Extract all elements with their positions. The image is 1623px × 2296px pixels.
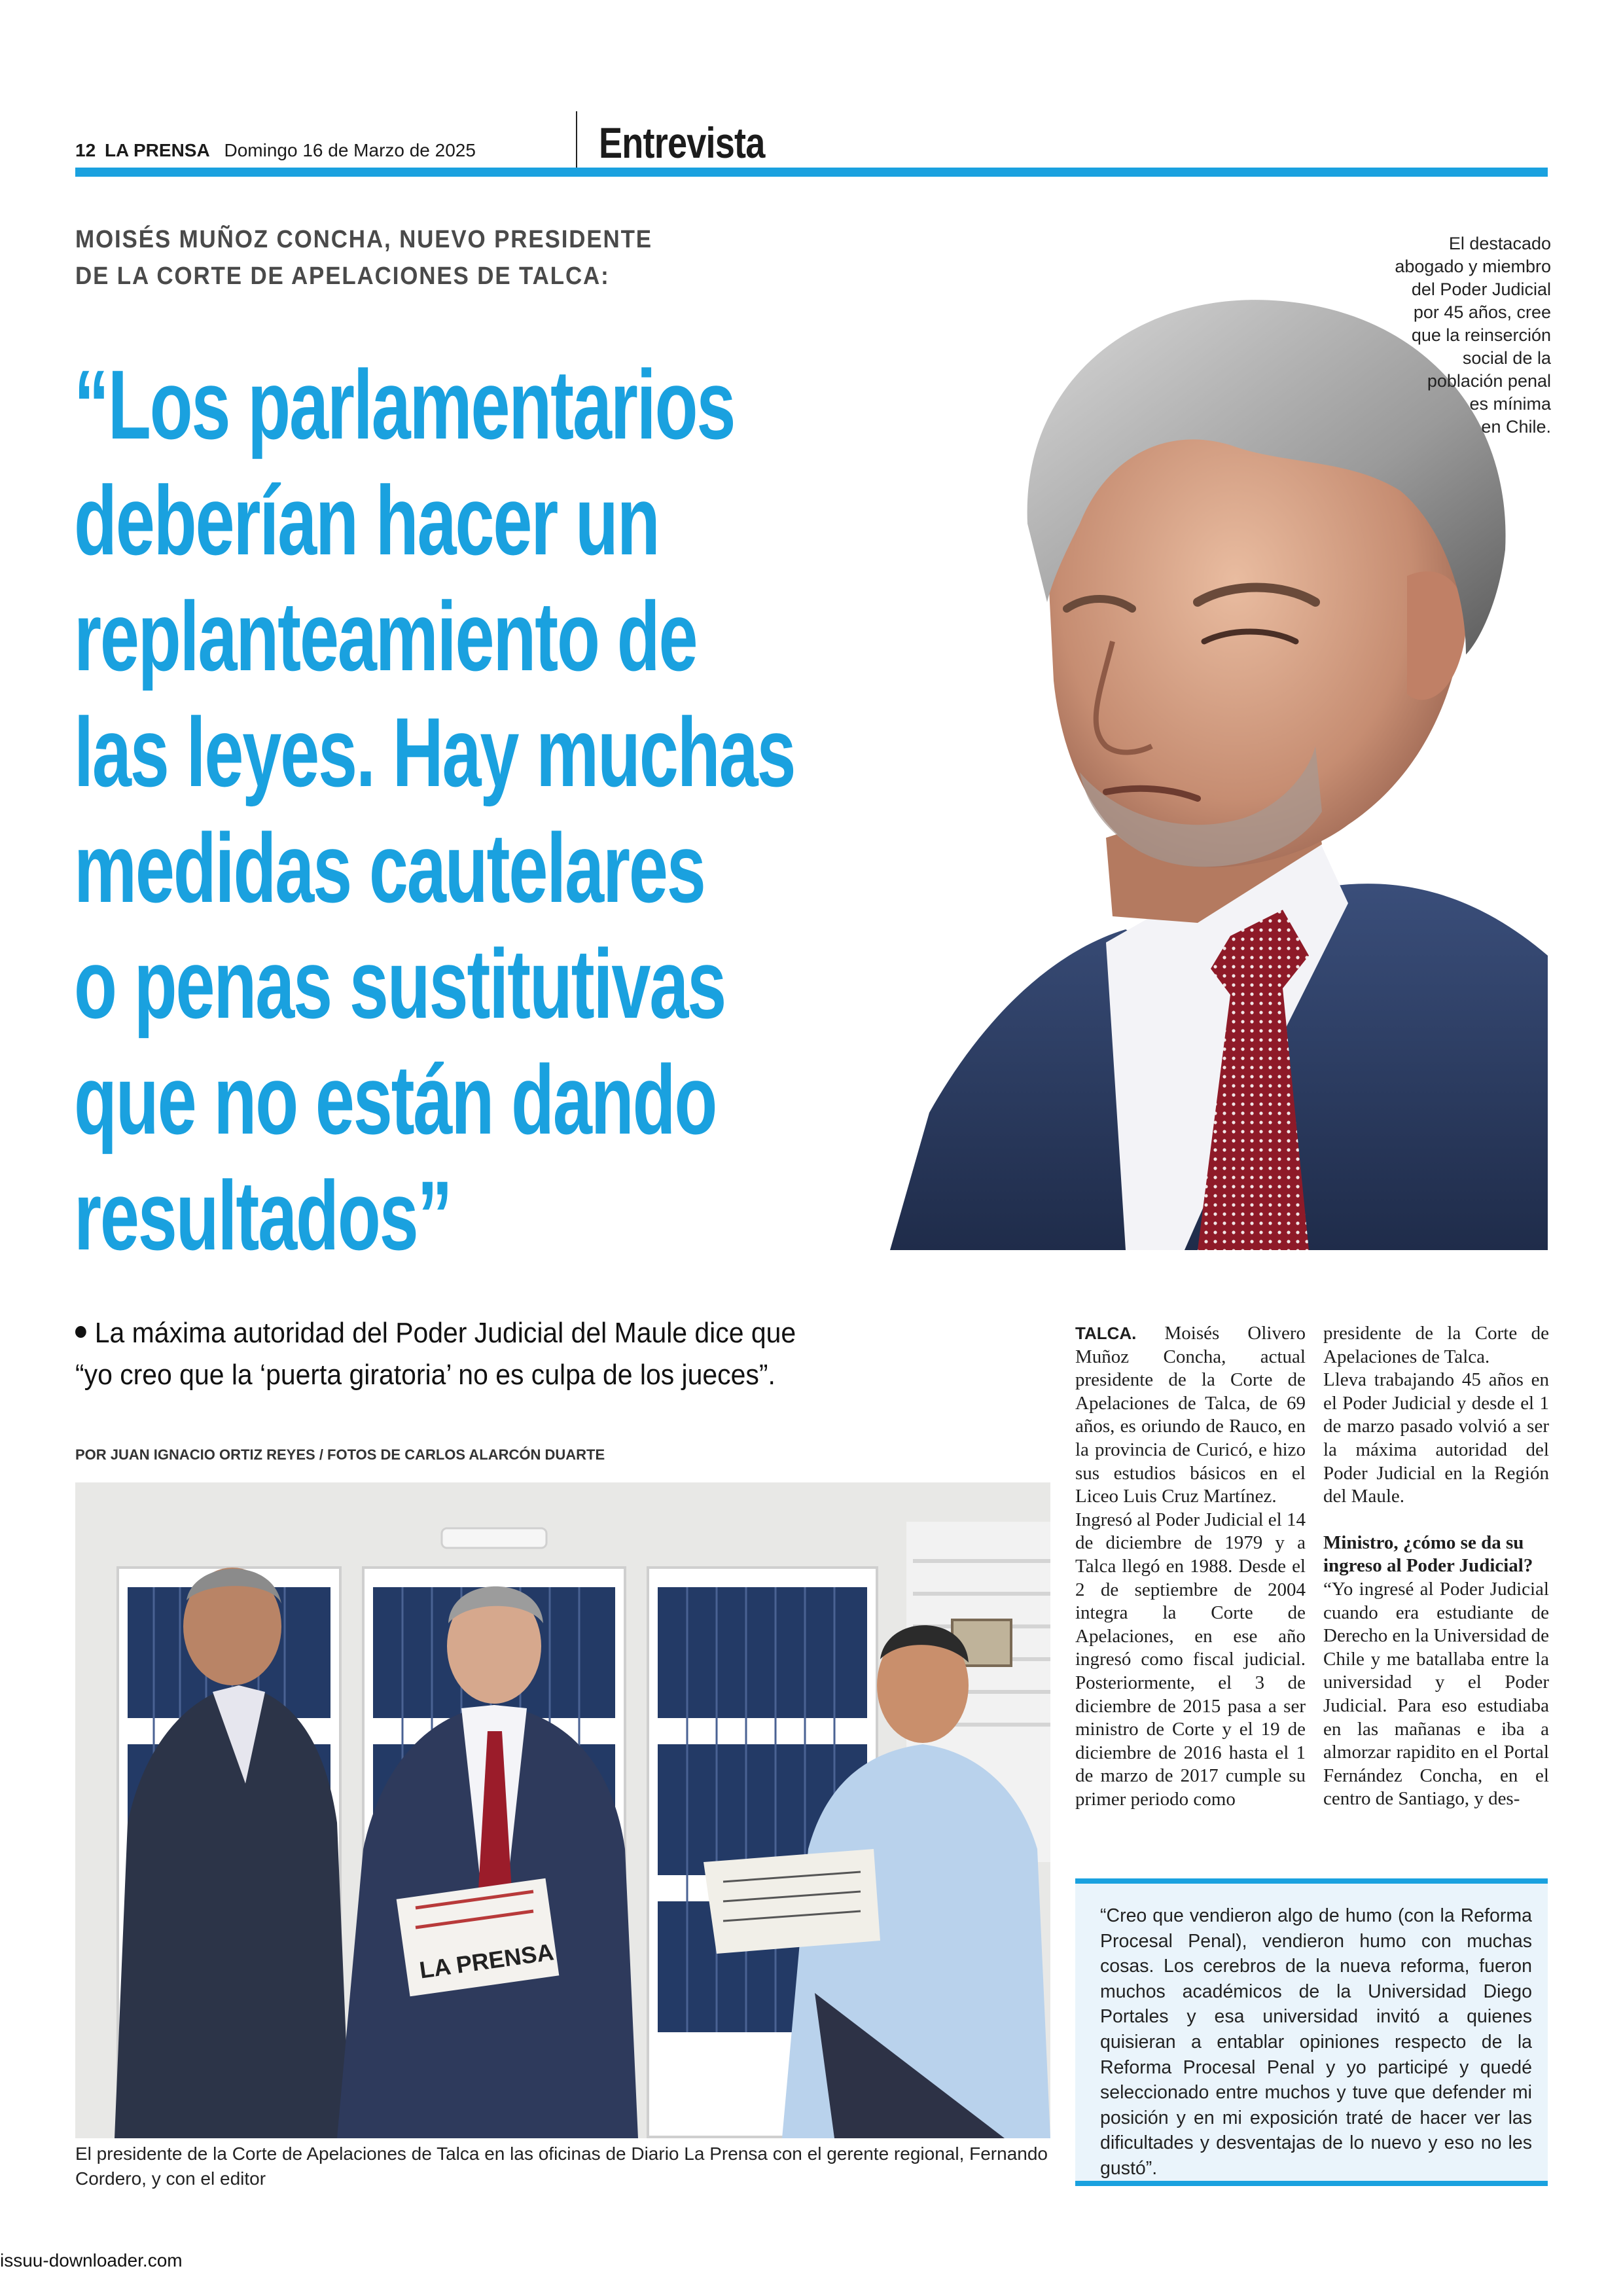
- body-column-2: [1323, 1322, 1549, 1811]
- issue-date: Domingo 16 de Marzo de 2025: [224, 140, 476, 160]
- masthead: [75, 111, 1548, 177]
- kicker: [75, 221, 795, 295]
- lead-line: “yo creo que la ‘puerta giratoria’ no es culpa de los jueces”.: [75, 1359, 776, 1391]
- watermark: issuu-downloader.com: [0, 2250, 183, 2270]
- caption-line: que la reinserción: [1411, 325, 1551, 345]
- body-paragraph: [1075, 1322, 1306, 1509]
- dateline: TALCA.: [1075, 1323, 1137, 1343]
- caption-line: abogado y miembro: [1395, 257, 1551, 276]
- page-number: 12: [75, 140, 96, 160]
- kicker-line: MOISÉS MUÑOZ CONCHA, NUEVO PRESIDENTE: [75, 226, 652, 253]
- headline-line: “Los parlamentarios: [74, 350, 735, 459]
- section-title: Entrevista: [599, 118, 765, 167]
- lead-paragraph: [75, 1312, 874, 1396]
- headline-line: medidas cautelares: [74, 813, 705, 923]
- headline-line: replanteamiento de: [74, 581, 697, 691]
- body-text: Moisés Olivero Muñoz Concha, actual presidente de la Corte de Apelaciones de Talca, de 69 años, es oriundo de Rauco, en la provincia de Curicó, e hizo sus estudios básicos en el Liceo Luis Cruz Martínez.: [1075, 1323, 1306, 1507]
- group-photo-illustration: [75, 1482, 1050, 2138]
- header-rule: [75, 168, 1548, 177]
- body-paragraph: “Yo ingresé al Poder Judicial cuando era estudiante de Derecho en la Universidad de Chile y me batallaba entre la universidad y el Poder Judicial. Para eso estudiaba en las mañanas e iba a almorzar rapidito en el Portal Fernández Concha, en el centro de Santiago, y des-: [1323, 1578, 1549, 1810]
- portrait-caption: [1368, 232, 1551, 439]
- body-column-1: [1075, 1322, 1306, 1811]
- body-paragraph: presidente de la Corte de Apelaciones de Talca.: [1323, 1323, 1549, 1367]
- headline-line: que no están dando: [74, 1045, 717, 1155]
- pull-quote: [1075, 1878, 1548, 2186]
- caption-line: del Poder Judicial: [1411, 279, 1551, 299]
- caption-line: El destacado: [1448, 234, 1551, 253]
- newspaper-masthead: LA PRENSA: [418, 1938, 556, 1984]
- photo-caption: El presidente de la Corte de Apelaciones de Talca en las oficinas de Diario La Prensa con el gerente regional, Fernando Cordero, y con el editor: [75, 2144, 1048, 2189]
- caption-line: por 45 años, cree: [1413, 302, 1551, 322]
- caption-line: en Chile.: [1481, 417, 1551, 437]
- headline-line: deberían hacer un: [74, 465, 659, 575]
- interview-question: Ministro, ¿cómo se da su ingreso al Poder Judicial?: [1323, 1532, 1533, 1577]
- header-divider: [576, 111, 577, 171]
- headline-line: resultados”: [74, 1160, 452, 1270]
- page-info: [75, 140, 476, 161]
- byline: POR JUAN IGNACIO ORTIZ REYES / FOTOS DE CARLOS ALARCÓN DUARTE: [75, 1446, 605, 1463]
- caption-line: población penal: [1427, 371, 1551, 391]
- kicker-line: DE LA CORTE DE APELACIONES DE TALCA:: [75, 262, 610, 290]
- pull-quote-text: “Creo que vendieron algo de humo (con la Reforma Procesal Penal), vendieron humo con muchas cosas. Los cerebros de la nueva reforma, fueron muchos académicos de la Universidad Diego Portales y esa universidad invitó a quienes quisieran a entablar opiniones respecto de la Reforma Procesal Penal y yo participé y quedé seleccionado entre muchos y tuve que defender mi posición y en mi exposición traté de hacer ver las dificultades y desventajas de lo nuevo y eso no les gustó”.: [1100, 1905, 1532, 2179]
- group-photo: [75, 1482, 1050, 2138]
- caption-line: es mínima: [1469, 394, 1551, 414]
- lead-line: La máxima autoridad del Poder Judicial del Maule dice que: [94, 1317, 796, 1349]
- bullet-icon: [75, 1326, 86, 1338]
- body-paragraph: Lleva trabajando 45 años en el Poder Judicial y desde el 1 de marzo pasado volvió a ser la máxima autoridad del Poder Judicial en la Región del Maule.: [1323, 1369, 1549, 1507]
- headline: [74, 347, 990, 1274]
- caption-line: social de la: [1462, 348, 1551, 368]
- headline-line: las leyes. Hay muchas: [74, 697, 795, 807]
- headline-line: o penas sustitutivas: [74, 929, 726, 1039]
- publication-name: LA PRENSA: [104, 140, 210, 160]
- body-paragraph: Ingresó al Poder Judicial el 14 de diciembre de 1979 y a Talca llegó en 1988. Desde el 2 de septiembre de 2004 integra la Corte de Apelaciones, en ese año ingresó como fiscal judicial. Posteriormente, el 3 de diciembre de 2015 pasa a ser ministro de Corte y el 19 de diciembre de 2016 hasta el 1 de marzo de 2017 cumple su primer periodo como: [1075, 1509, 1306, 1810]
